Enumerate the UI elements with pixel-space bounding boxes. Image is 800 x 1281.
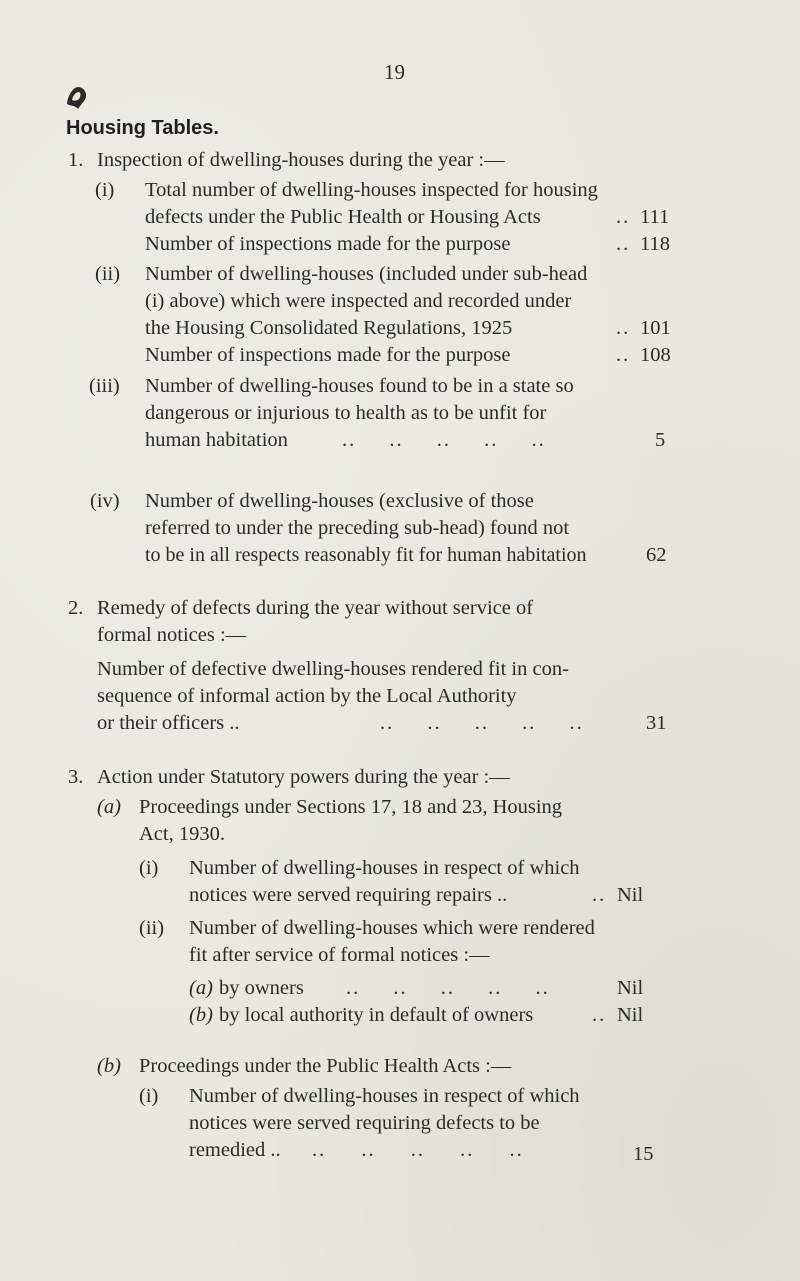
leader-dots: .. .. .. .. .. (380, 712, 584, 734)
s1-i-inspections-value: 118 (640, 233, 670, 255)
s3-a-line: Proceedings under Sections 17, 18 and 23, Housing (139, 796, 563, 818)
s3-a-ii-line: fit after service of formal notices :— (189, 944, 490, 966)
section-3-title: Action under Statutory powers during the year :— (97, 766, 510, 788)
section-1-number: 1. (68, 149, 84, 171)
leader-dots: .. .. .. .. .. (312, 1139, 524, 1161)
s3-a-i-label: (i) (139, 857, 159, 879)
leader-dots: .. (616, 317, 631, 339)
s3-a-i-line: Number of dwelling-houses in respect of which (189, 857, 580, 879)
s3-a-line: Act, 1930. (139, 823, 225, 845)
s3-a-label: (a) (97, 796, 121, 818)
s3-a-i-value: Nil (617, 884, 644, 906)
s1-i-label: (i) (95, 179, 115, 201)
s1-ii-recorded-value: 101 (640, 317, 671, 339)
section-3-number: 3. (68, 766, 84, 788)
s1-ii-label: (ii) (95, 263, 121, 285)
ink-mark-icon (64, 84, 90, 112)
s1-i-total-value: 111 (640, 206, 670, 228)
s1-iv-value: 62 (646, 544, 667, 566)
s3-b-title: Proceedings under the Public Health Acts :— (139, 1055, 512, 1077)
section-2-title: Remedy of defects during the year without service of (97, 597, 534, 619)
s3-a-ii-line: Number of dwelling-houses which were rendered (189, 917, 595, 939)
s1-iii-label: (iii) (89, 375, 120, 397)
s1-ii-inspections-value: 108 (640, 344, 671, 366)
s1-ii-line: Number of dwelling-houses (included under sub-head (145, 263, 588, 285)
leader-dots: .. (616, 233, 631, 255)
s3-a-i-line: notices were served requiring repairs .. (189, 884, 508, 906)
leader-dots: .. (616, 206, 631, 228)
s1-iii-value: 5 (655, 429, 666, 451)
s1-iii-line: human habitation (145, 429, 288, 451)
s2-body-line: Number of defective dwelling-houses rendered fit in con- (97, 658, 569, 680)
s3-a-ii-label: (ii) (139, 917, 165, 939)
leader-dots: .. (592, 1004, 607, 1026)
s1-ii-line: (i) above) which were inspected and recorded under (145, 290, 572, 312)
s1-iii-line: Number of dwelling-houses found to be in a state so (145, 375, 574, 397)
s1-iv-label: (iv) (90, 490, 120, 512)
s3-b-label: (b) (97, 1055, 121, 1077)
s1-iv-line: referred to under the preceding sub-head) found not (145, 517, 570, 539)
s1-ii-line: the Housing Consolidated Regulations, 1925 (145, 317, 513, 339)
s2-body-line: sequence of informal action by the Local Authority (97, 685, 517, 707)
s1-ii-line: Number of inspections made for the purpose (145, 344, 511, 366)
section-1-title: Inspection of dwelling-houses during the year :— (97, 149, 505, 171)
s3-b-i-value: 15 (633, 1143, 654, 1165)
s3-a-ii-b-label: (b) (189, 1004, 213, 1026)
page-number: 19 (384, 60, 405, 84)
s3-a-ii-b-value: Nil (617, 1004, 644, 1026)
s1-i-line: Number of inspections made for the purpose (145, 233, 511, 255)
leader-dots: .. .. .. .. .. (346, 977, 550, 999)
section-2-number: 2. (68, 597, 84, 619)
s3-a-ii-a-value: Nil (617, 977, 644, 999)
s2-body-line: or their officers .. (97, 712, 240, 734)
s1-iv-line: Number of dwelling-houses (exclusive of those (145, 490, 534, 512)
s3-a-ii-b-text: by local authority in default of owners (219, 1004, 534, 1026)
s1-i-line: Total number of dwelling-houses inspected for housing (145, 179, 598, 201)
s1-iv-line: to be in all respects reasonably fit for human habitation (145, 544, 587, 566)
leader-dots: .. (616, 344, 631, 366)
s3-b-i-line: notices were served requiring defects to be (189, 1112, 540, 1134)
s3-b-i-label: (i) (139, 1085, 159, 1107)
s3-a-ii-a-text: by owners (219, 977, 304, 999)
s3-a-ii-a-label: (a) (189, 977, 213, 999)
s1-i-line: defects under the Public Health or Housing Acts (145, 206, 541, 228)
s3-b-i-line: Number of dwelling-houses in respect of which (189, 1085, 580, 1107)
s1-iii-line: dangerous or injurious to health as to be unfit for (145, 402, 547, 424)
leader-dots: .. .. .. .. .. (342, 429, 546, 451)
leader-dots: .. (592, 884, 607, 906)
s2-value: 31 (646, 712, 667, 734)
page-title: Housing Tables. (66, 117, 219, 139)
section-2-title: formal notices :— (97, 624, 247, 646)
s3-b-i-line: remedied .. (189, 1139, 281, 1161)
